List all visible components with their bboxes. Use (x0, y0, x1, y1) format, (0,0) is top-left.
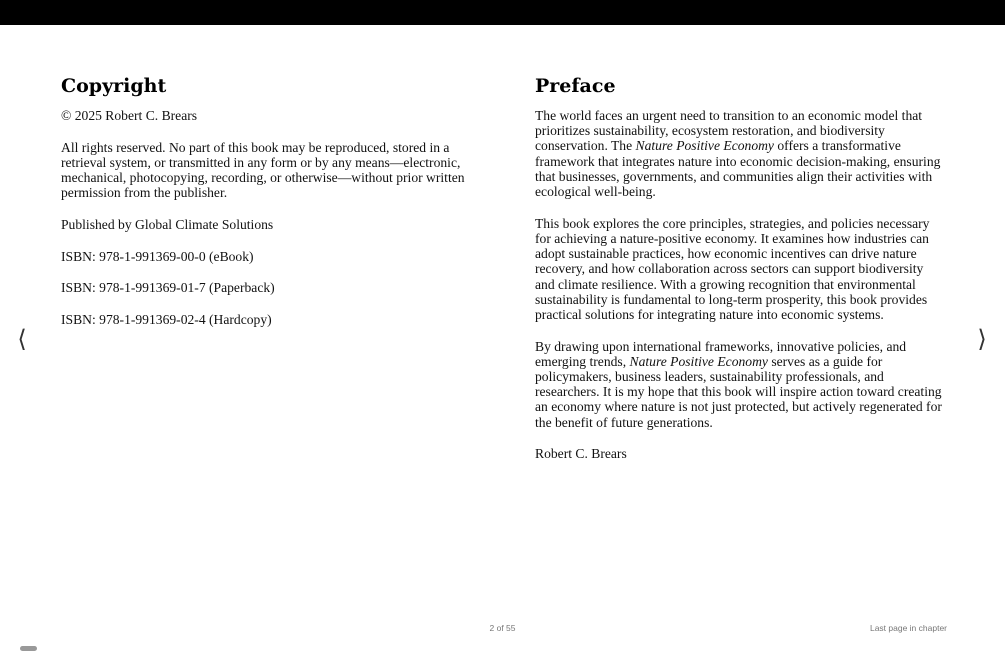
isbn-hardcopy: ISBN: 978-1-991369-02-4 (Hardcopy) (61, 312, 272, 328)
preface-p3-text-b: serves as a guide for policymakers, business leaders, sustainability professionals, and researchers. It is my hope that this book will inspire action toward creating an economy where nature is not just protected, but actively regenerated for the benefit of future generations. (535, 353, 942, 430)
book-title-italic: Nature Positive Economy (629, 353, 768, 369)
page-count: 2 of 55 (489, 623, 516, 633)
chevron-left-icon: ⟨ (17, 325, 27, 353)
book-title-italic: Nature Positive Economy (635, 138, 774, 154)
author-signature: Robert C. Brears (535, 446, 627, 462)
preface-paragraph-2: This book explores the core principles, strategies, and policies necessary for achieving a nature-positive economy. It examines how industries can adopt sustainable practices, how economic incentives can drive nature recovery, and how collaboration across sectors can support biodiversity and climate resilience. With a growing recognition that environmental sustainability is fundamental to long-term prosperity, this book provides practical solutions for integrating nature into economic systems. (535, 215, 930, 322)
right-page (535, 74, 945, 478)
next-page-button[interactable] (972, 324, 992, 354)
copyright-notice: © 2025 Robert C. Brears (61, 108, 198, 123)
chevron-right-icon: ⟩ (977, 325, 987, 353)
rights-statement: All rights reserved. No part of this book may be reproduced, stored in a retrieval system, or transmitted in any form or by any means—electronic, mechanical, photocopying, recording, or otherwise—without prior written permission from the publisher. (61, 139, 465, 201)
preface-paragraph-1 (535, 108, 945, 199)
scroll-handle[interactable] (20, 646, 37, 651)
preface-p1-text-a: The world faces an urgent need to transition to an economic model that prioritizes sustainability, ecosystem restoration, and biodiversity conservation. The (535, 108, 923, 154)
isbn-ebook: ISBN: 978-1-991369-00-0 (eBook) (61, 248, 254, 264)
preface-p3-text-a: By drawing upon international frameworks, innovative policies, and emerging trends, (535, 338, 907, 369)
preface-p1-text-b: offers a transformative framework that integrates nature into economic decision-making, ensuring that businesses, governments, and communities align their activities with ecological well-being. (535, 138, 941, 200)
copyright-heading: Copyright (61, 75, 167, 97)
publisher-line: Published by Global Climate Solutions (61, 217, 274, 233)
left-page (61, 74, 466, 344)
preface-paragraph-3 (535, 339, 945, 430)
top-toolbar (0, 0, 1005, 25)
previous-page-button[interactable] (12, 324, 32, 354)
preface-heading: Preface (535, 75, 616, 97)
chapter-status: Last page in chapter (869, 623, 947, 633)
isbn-paperback: ISBN: 978-1-991369-01-7 (Paperback) (61, 280, 275, 296)
